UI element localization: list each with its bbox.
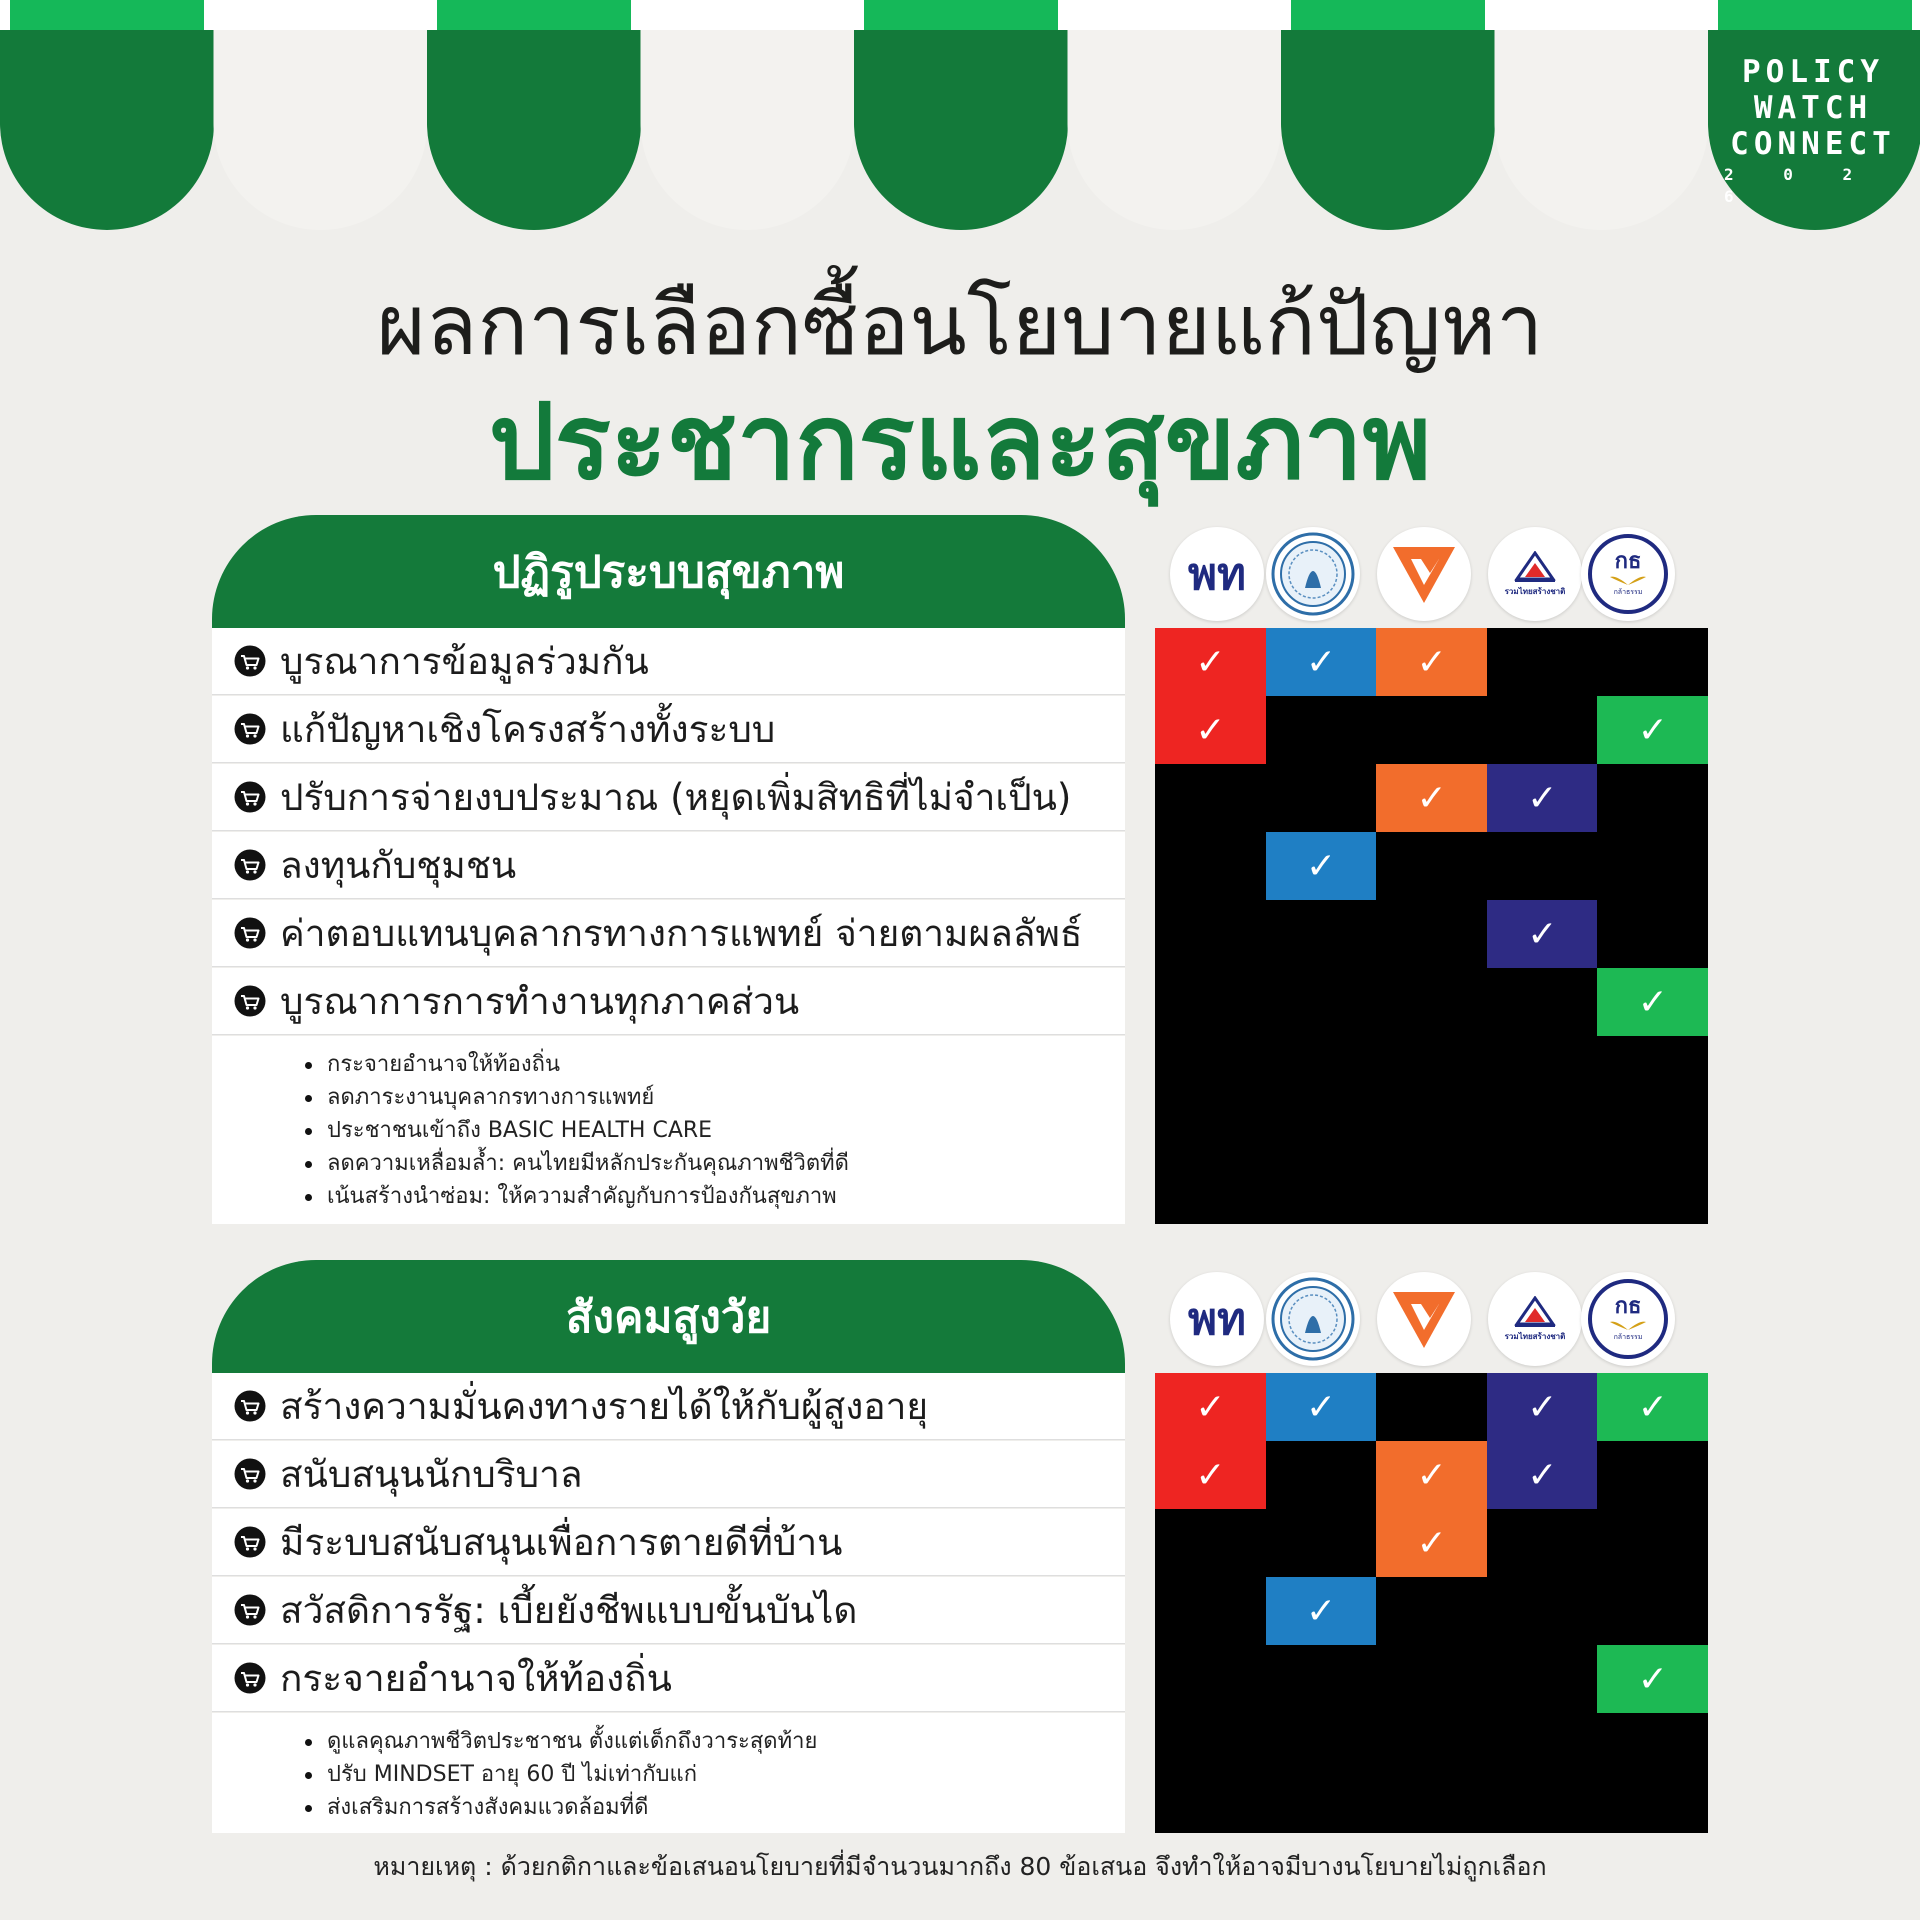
party-v-logo-icon: [1387, 1282, 1461, 1356]
check-mark: ✓: [1416, 777, 1447, 819]
check-cell-party-2: [1266, 900, 1377, 968]
policy-label: บูรณาการข้อมูลร่วมกัน: [280, 639, 649, 683]
policy-label-cell: [212, 1509, 1125, 1576]
check-cell-party-2: [1266, 696, 1377, 764]
policy-row: [212, 832, 1708, 900]
check-cell-party-1: [1155, 832, 1266, 900]
note-item: ปรับ MINDSET อายุ 60 ปี ไม่เท่ากับแก่: [327, 1758, 1125, 1791]
check-mark: ✓: [1527, 777, 1558, 819]
check-cell-party-2: [1266, 1645, 1377, 1713]
check-cell-party-2: [1266, 832, 1377, 900]
policy-label-cell: [212, 1373, 1125, 1440]
cart-icon: [234, 781, 266, 813]
check-cell-party-3: [1376, 1373, 1487, 1441]
check-mark: ✓: [1416, 641, 1447, 683]
check-cell-party-1: [1155, 628, 1266, 696]
section-header: สังคมสูงวัย: [212, 1260, 1125, 1373]
policy-label-cell: [212, 900, 1125, 967]
party-check-cells: [1155, 1645, 1708, 1713]
policy-label: สนับสนุนนักบริบาล: [280, 1452, 583, 1496]
check-cell-party-3: [1376, 832, 1487, 900]
check-cell-party-4: [1487, 900, 1598, 968]
party-check-cells: [1155, 1441, 1708, 1509]
check-cell-party-2: [1266, 628, 1377, 696]
check-mark: ✓: [1306, 1590, 1337, 1632]
party-logo-3: [1377, 527, 1471, 621]
check-cell-party-2: [1266, 1509, 1377, 1577]
check-mark: ✓: [1637, 1386, 1668, 1428]
check-cell-party-4: [1487, 832, 1598, 900]
check-cell-party-3: [1376, 1577, 1487, 1645]
check-mark: ✓: [1637, 709, 1668, 751]
party-rtsc-icon: [1513, 1296, 1557, 1330]
check-cell-party-4: [1487, 1577, 1598, 1645]
note-item: ส่งเสริมการสร้างสังคมแวดล้อมที่ดี: [327, 1791, 1125, 1824]
policy-row: [212, 1577, 1708, 1645]
check-cell-party-5: [1597, 1577, 1708, 1645]
policy-label-cell: [212, 1645, 1125, 1712]
cart-icon: [234, 1390, 266, 1422]
check-cell-party-1: [1155, 1645, 1266, 1713]
party-logo-1: [1170, 1272, 1264, 1366]
party-check-cells: [1155, 832, 1708, 900]
notes-list: [212, 1036, 1125, 1213]
check-cell-party-1: [1155, 900, 1266, 968]
check-cell-party-3: [1376, 764, 1487, 832]
party-check-cells: [1155, 1373, 1708, 1441]
page-subtitle: ประชากรและสุขภาพ: [488, 381, 1432, 503]
party-logo-pheu-thai: พท: [1187, 1294, 1246, 1345]
check-cell-party-1: [1155, 1441, 1266, 1509]
notes-black-panel: [1155, 1036, 1708, 1224]
party-check-cells: [1155, 968, 1708, 1036]
policy-label: สวัสดิการรัฐ: เบี้ยยังชีพแบบขั้นบันได: [280, 1588, 858, 1632]
check-mark: ✓: [1527, 1454, 1558, 1496]
check-mark: ✓: [1195, 709, 1226, 751]
check-cell-party-3: [1376, 968, 1487, 1036]
check-cell-party-5: [1597, 968, 1708, 1036]
page-title: ผลการเลือกซื้อนโยบายแก้ปัญหา: [376, 276, 1544, 374]
check-cell-party-4: [1487, 764, 1598, 832]
policy-row: [212, 1373, 1708, 1441]
policy-label: ปรับการจ่ายงบประมาณ (หยุดเพิ่มสิทธิที่ไม่จำเป็น): [280, 775, 1072, 819]
cart-icon: [234, 985, 266, 1017]
check-cell-party-4: [1487, 696, 1598, 764]
party-seal-icon: [1271, 1277, 1355, 1361]
cart-icon: [234, 917, 266, 949]
check-cell-party-5: [1597, 1373, 1708, 1441]
policy-watch-logo: [1706, 0, 1920, 232]
party-logo-3: [1377, 1272, 1471, 1366]
party-rtsc-icon: [1513, 551, 1557, 585]
check-cell-party-3: [1376, 900, 1487, 968]
policy-row: [212, 764, 1708, 832]
policy-label: ลงทุนกับชุมชน: [280, 843, 517, 887]
check-cell-party-3: [1376, 696, 1487, 764]
check-cell-party-1: [1155, 1509, 1266, 1577]
check-mark: ✓: [1195, 1454, 1226, 1496]
check-cell-party-1: [1155, 696, 1266, 764]
check-cell-party-1: [1155, 968, 1266, 1036]
policy-label: สร้างความมั่นคงทางรายได้ให้กับผู้สูงอายุ: [280, 1384, 929, 1428]
check-mark: ✓: [1637, 1658, 1668, 1700]
cart-icon: [234, 645, 266, 677]
party-logo-4: [1488, 527, 1582, 621]
brand-year: 2 0 2 6: [1724, 165, 1873, 206]
party-check-cells: [1155, 1509, 1708, 1577]
check-mark: ✓: [1306, 641, 1337, 683]
notes-panel: [212, 1713, 1125, 1833]
check-mark: ✓: [1416, 1522, 1447, 1564]
policy-label-cell: [212, 628, 1125, 695]
check-cell-party-5: [1597, 900, 1708, 968]
policy-label-cell: [212, 764, 1125, 831]
party-check-cells: [1155, 764, 1708, 832]
cart-icon: [234, 1458, 266, 1490]
check-cell-party-4: [1487, 1509, 1598, 1577]
wings-icon: [1608, 573, 1648, 587]
check-cell-party-4: [1487, 1645, 1598, 1713]
policy-label: แก้ปัญหาเชิงโครงสร้างทั้งระบบ: [280, 707, 776, 751]
party-check-cells: [1155, 628, 1708, 696]
policy-label-cell: [212, 696, 1125, 763]
brand-line2: WATCH: [1753, 90, 1873, 126]
policy-label-cell: [212, 1441, 1125, 1508]
party-logo-2: [1266, 527, 1360, 621]
check-cell-party-1: [1155, 764, 1266, 832]
section-header: ปฏิรูประบบสุขภาพ: [212, 515, 1125, 628]
check-cell-party-2: [1266, 968, 1377, 1036]
check-cell-party-5: [1597, 832, 1708, 900]
check-cell-party-1: [1155, 1577, 1266, 1645]
note-item: กระจายอำนาจให้ท้องถิ่น: [327, 1048, 1125, 1081]
check-cell-party-1: [1155, 1373, 1266, 1441]
note-item: ดูแลคุณภาพชีวิตประชาชน ตั้งแต่เด็กถึงวาระสุดท้าย: [327, 1725, 1125, 1758]
check-cell-party-2: [1266, 1577, 1377, 1645]
check-cell-party-4: [1487, 968, 1598, 1036]
policy-label-cell: [212, 832, 1125, 899]
policy-label-cell: [212, 1577, 1125, 1644]
note-item: ลดความเหลื่อมล้ำ: คนไทยมีหลักประกันคุณภาพชีวิตที่ดี: [327, 1147, 1125, 1180]
policy-row: [212, 1509, 1708, 1577]
check-mark: ✓: [1527, 1386, 1558, 1428]
party-logos: [1162, 527, 1708, 627]
check-cell-party-4: [1487, 628, 1598, 696]
notes-panel: [212, 1036, 1125, 1224]
party-logo-5: [1581, 1272, 1675, 1366]
cart-icon: [234, 1662, 266, 1694]
brand-line3: CONNECT: [1730, 126, 1896, 162]
check-mark: ✓: [1527, 913, 1558, 955]
check-cell-party-5: [1597, 764, 1708, 832]
cart-icon: [234, 849, 266, 881]
policy-row: [212, 696, 1708, 764]
check-cell-party-2: [1266, 764, 1377, 832]
check-cell-party-2: [1266, 1373, 1377, 1441]
party-logo-1: [1170, 527, 1264, 621]
policy-label: กระจายอำนาจให้ท้องถิ่น: [280, 1656, 672, 1700]
footnote: หมายเหตุ : ด้วยกติกาและข้อเสนอนโยบายที่มีจำนวนมากถึง 80 ข้อเสนอ จึงทำให้อาจมีบางนโยบายไม่ถูกเลือก: [373, 1852, 1547, 1881]
party-logo-kla-tham-sub: กล้าธรรม: [1613, 587, 1643, 596]
policy-row: [212, 1645, 1708, 1713]
check-cell-party-4: [1487, 1373, 1598, 1441]
cart-icon: [234, 1594, 266, 1626]
note-item: เน้นสร้างนำซ่อม: ให้ความสำคัญกับการป้องกันสุขภาพ: [327, 1180, 1125, 1213]
party-logo-4: [1488, 1272, 1582, 1366]
party-logos: [1162, 1272, 1708, 1372]
check-mark: ✓: [1195, 1386, 1226, 1428]
check-mark: ✓: [1637, 981, 1668, 1023]
notes-list: [212, 1713, 1125, 1824]
party-logo-rtsc: รวมไทยสร้างชาติ: [1504, 1331, 1566, 1341]
check-mark: ✓: [1306, 1386, 1337, 1428]
check-cell-party-3: [1376, 1645, 1487, 1713]
party-logo-rtsc: รวมไทยสร้างชาติ: [1504, 586, 1566, 596]
wings-icon: [1608, 1318, 1648, 1332]
check-cell-party-3: [1376, 1509, 1487, 1577]
party-logo-kla-tham: กธ: [1614, 548, 1642, 574]
brand-line1: POLICY: [1742, 54, 1884, 90]
check-mark: ✓: [1195, 641, 1226, 683]
check-cell-party-5: [1597, 1509, 1708, 1577]
check-cell-party-5: [1597, 1645, 1708, 1713]
check-cell-party-5: [1597, 696, 1708, 764]
party-logo-kla-tham: กธ: [1614, 1293, 1642, 1319]
party-v-logo-icon: [1387, 537, 1461, 611]
policy-row: [212, 900, 1708, 968]
check-cell-party-3: [1376, 1441, 1487, 1509]
party-logo-5: [1581, 527, 1675, 621]
cart-icon: [234, 1526, 266, 1558]
policy-row: [212, 968, 1708, 1036]
policy-row: [212, 1441, 1708, 1509]
cart-icon: [234, 713, 266, 745]
notes-black-panel: [1155, 1713, 1708, 1833]
party-seal-icon: [1271, 532, 1355, 616]
party-check-cells: [1155, 696, 1708, 764]
check-cell-party-3: [1376, 628, 1487, 696]
check-cell-party-2: [1266, 1441, 1377, 1509]
note-item: ประชาชนเข้าถึง BASIC HEALTH CARE: [327, 1114, 1125, 1147]
policy-label: บูรณาการการทำงานทุกภาคส่วน: [280, 979, 800, 1023]
party-logo-kla-tham-sub: กล้าธรรม: [1613, 1332, 1643, 1341]
check-cell-party-5: [1597, 628, 1708, 696]
check-cell-party-5: [1597, 1441, 1708, 1509]
check-cell-party-4: [1487, 1441, 1598, 1509]
policy-label: มีระบบสนับสนุนเพื่อการตายดีที่บ้าน: [280, 1520, 843, 1564]
policy-row: [212, 628, 1708, 696]
policy-label: ค่าตอบแทนบุคลากรทางการแพทย์ จ่ายตามผลลัพธ์: [280, 911, 1083, 955]
check-mark: ✓: [1416, 1454, 1447, 1496]
party-logo-2: [1266, 1272, 1360, 1366]
policy-label-cell: [212, 968, 1125, 1035]
note-item: ลดภาระงานบุคลากรทางการแพทย์: [327, 1081, 1125, 1114]
party-check-cells: [1155, 900, 1708, 968]
awning-banner: [0, 0, 1920, 240]
check-mark: ✓: [1306, 845, 1337, 887]
party-logo-pheu-thai: พท: [1187, 549, 1246, 600]
party-check-cells: [1155, 1577, 1708, 1645]
